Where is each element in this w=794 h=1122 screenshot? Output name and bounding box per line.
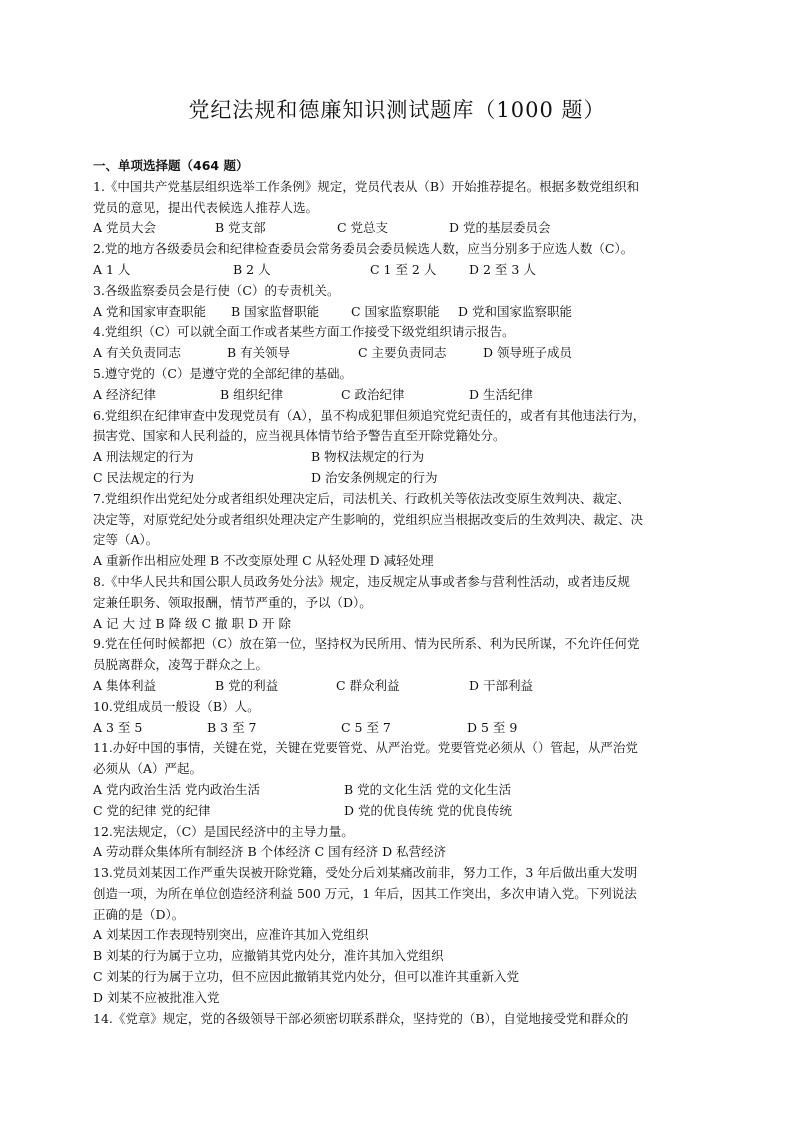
question-9-option-d: D 干部利益 <box>469 677 533 693</box>
question-9-stem-line-2: 员脱离群众，凌驾于群众之上。 <box>93 657 269 673</box>
question-12-options: A 劳动群众集体所有制经济 B 个体经济 C 国有经济 D 私营经济 <box>93 844 447 860</box>
question-2-stem-line-1: 2.党的地方各级委员会和纪律检查委员会常务委员会委员候选人数，应当分别多于应选人数（C）。 <box>93 241 634 257</box>
question-14-stem-line-1: 14.《党章》规定，党的各级领导干部必须密切联系群众，坚持党的（B），自觉地接受党和群众的 <box>93 1010 629 1026</box>
question-8-options: A 记 大 过 B 降 级 C 撤 职 D 开 除 <box>93 615 291 631</box>
question-6-options-row-1 <box>93 447 705 468</box>
question-4-option-b: B 有关领导 <box>227 345 291 361</box>
question-3-stem-line-1: 3.各级监察委员会是行使（C）的专责机关。 <box>93 282 340 298</box>
question-6-stem-line-1: 6.党组织在纪律审查中发现党员有（A），虽不构成犯罪但须追究党纪责任的，或者有其他违法行为， <box>93 407 646 423</box>
question-1-stem-line-2: 党员的意见，提出代表候选人推荐人选。 <box>93 199 319 215</box>
question-5-stem-line-1: 5.遵守党的（C）是遵守党的全部纪律的基础。 <box>93 365 352 381</box>
question-1-stem-line-1: 1.《中国共产党基层组织选举工作条例》规定，党员代表从（B）开始推荐提名。根据多数党组织和 <box>93 178 640 194</box>
question-11-option-a: A 党内政治生活 党内政治生活 <box>93 781 260 797</box>
question-7-stem-line-2: 决定等，对原党纪处分或者组织处理决定产生影响的，党组织应当根据改变后的生效判决、裁定、决 <box>93 511 644 527</box>
question-2-option-c: C 1 至 2 人 <box>370 261 437 277</box>
question-7-stem-line-1: 7.党组织作出党纪处分或者组织处理决定后，司法机关、行政机关等依法改变原生效判决、裁定、 <box>93 490 630 506</box>
question-2-option-d: D 2 至 3 人 <box>469 261 536 277</box>
question-11-options-row-1 <box>93 780 705 801</box>
question-9-options <box>93 676 705 697</box>
question-12-stem-line-1: 12.宪法规定，（C）是国民经济中的主导力量。 <box>93 823 354 839</box>
question-4-stem-line-1: 4.党组织（C）可以就全面工作或者某些方面工作接受下级党组织请示报告。 <box>93 324 515 340</box>
question-11-option-c: C 党的纪律 党的纪律 <box>93 802 211 818</box>
question-7-stem-line-3: 定等（A）。 <box>93 532 159 548</box>
question-10-stem-line-1: 10.党组成员一般设（B）人。 <box>93 698 260 714</box>
question-11-options-row-2 <box>93 801 705 822</box>
question-1-options <box>93 218 705 239</box>
question-6-option-c: C 民法规定的行为 <box>93 469 195 485</box>
question-1-option-d: D 党的基层委员会 <box>449 220 551 236</box>
question-10-options <box>93 718 705 739</box>
question-13-stem-line-3: 正确的是（D）。 <box>93 906 185 922</box>
document-title: 党纪法规和德廉知识测试题库（1000 题） <box>188 98 606 122</box>
question-13-option-a: A 刘某因工作表现特别突出，应准许其加入党组织 <box>93 927 369 943</box>
question-1-option-b: B 党支部 <box>215 220 266 236</box>
question-5-option-b: B 组织纪律 <box>220 386 284 402</box>
question-2-option-a: A 1 人 <box>93 261 131 277</box>
question-5-option-c: C 政治纪律 <box>341 386 405 402</box>
question-6-option-b: B 物权法规定的行为 <box>311 449 425 465</box>
question-3-option-b: B 国家监督职能 <box>231 303 320 319</box>
question-3-option-d: D 党和国家监察职能 <box>458 303 572 319</box>
question-4-option-c: C 主要负责同志 <box>358 345 447 361</box>
section-heading: 一、单项选择题（464 题） <box>93 158 249 173</box>
question-6-stem-line-2: 损害党、国家和人民利益的，应当视具体情节给予警告直至开除党籍处分。 <box>93 428 506 444</box>
question-9-option-a: A 集体利益 <box>93 677 157 693</box>
question-13-option-b: B 刘某的行为属于立功，应撤销其党内处分，准许其加入党组织 <box>93 948 444 964</box>
question-2-option-b: B 2 人 <box>233 261 271 277</box>
question-11-stem-line-1: 11.办好中国的事情，关键在党，关键在党要管党、从严治党。党要管党必须从（）管起，从严治党 <box>93 740 638 756</box>
question-5-option-d: D 生活纪律 <box>469 386 533 402</box>
question-11-option-d: D 党的优良传统 党的优良传统 <box>344 802 512 818</box>
question-13-stem-line-1: 13.党员刘某因工作严重失误被开除党籍，受处分后刘某痛改前非，努力工作，3 年后做出重大发明 <box>93 865 638 881</box>
question-2-options <box>93 260 705 281</box>
question-list <box>93 156 705 1029</box>
question-4-options <box>93 343 705 364</box>
question-3-option-c: C 国家监察职能 <box>351 303 440 319</box>
question-11-option-b: B 党的文化生活 党的文化生活 <box>344 781 512 797</box>
question-5-option-a: A 经济纪律 <box>93 386 157 402</box>
question-13-stem-line-2: 创造一项，为所在单位创造经济利益 500 万元，1 年后，因其工作突出，多次申请入党。下列说法 <box>93 885 637 901</box>
question-13-option-c: C 刘某的行为属于立功，但不应因此撤销其党内处分，但可以准许其重新入党 <box>93 969 520 985</box>
question-9-stem-line-1: 9.党在任何时候都把（C）放在第一位，坚持权为民所用、情为民所系、利为民所谋，不允许任何党 <box>93 636 640 652</box>
question-10-option-c: C 5 至 7 <box>341 719 391 735</box>
question-6-options-row-2 <box>93 468 705 489</box>
question-10-option-b: B 3 至 7 <box>207 719 257 735</box>
question-11-stem-line-2: 必须从（A）严起。 <box>93 761 203 777</box>
question-10-option-a: A 3 至 5 <box>93 719 143 735</box>
question-7-options: A 重新作出相应处理 B 不改变原处理 C 从轻处理 D 减轻处理 <box>93 553 434 569</box>
question-4-option-a: A 有关负责同志 <box>93 345 182 361</box>
question-8-stem-line-1: 8.《中华人民共和国公职人员政务处分法》规定，违反规定从事或者参与营利性活动，或者违反规 <box>93 573 630 589</box>
question-9-option-b: B 党的利益 <box>215 677 279 693</box>
question-10-option-d: D 5 至 9 <box>467 719 518 735</box>
question-13-option-d: D 刘某不应被批准入党 <box>93 989 220 1005</box>
question-8-stem-line-2: 定兼任职务、领取报酬，情节严重的，予以（D）。 <box>93 594 372 610</box>
question-1-option-c: C 党总支 <box>337 220 389 236</box>
question-9-option-c: C 群众利益 <box>336 677 400 693</box>
question-6-option-a: A 刑法规定的行为 <box>93 449 194 465</box>
question-4-option-d: D 领导班子成员 <box>483 345 572 361</box>
question-3-option-a: A 党和国家审查职能 <box>93 303 207 319</box>
question-3-options <box>93 302 705 323</box>
question-6-option-d: D 治安条例规定的行为 <box>311 469 438 485</box>
question-5-options <box>93 385 705 406</box>
question-1-option-a: A 党员大会 <box>93 220 157 236</box>
